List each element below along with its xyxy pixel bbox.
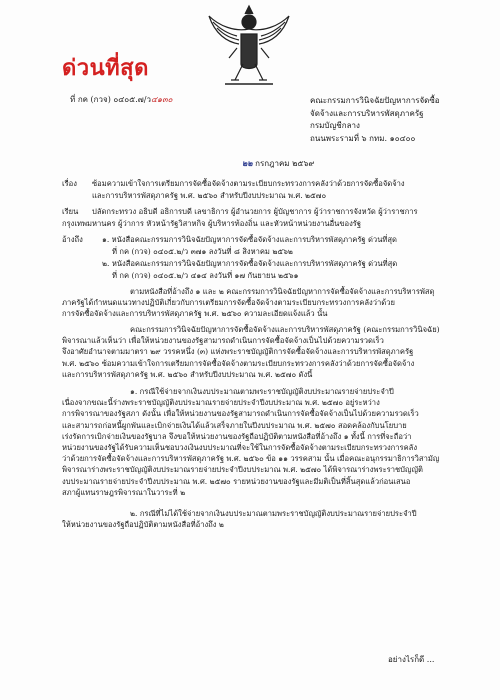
urgency-stamp: ด่วนที่สุด — [62, 56, 149, 81]
paragraph-line: และสามารถก่อหนี้ผูกพันและเบิกจ่ายเงินได้แล้วเสร็จภายในปีงบประมาณ พ.ศ. ๒๕๗๐ สอดคล้องกับนโยบาย — [62, 420, 407, 430]
recipients-text: ปลัดกระทรวง อธิบดี อธิการบดี เลขาธิการ ผู้อำนวยการ ผู้บัญชาการ ผู้ว่าราชการจังหวัด ผู้ว่าราชการ — [92, 207, 418, 216]
paragraph-item-2 — [62, 508, 450, 530]
paragraph-line: พิจารณาแล้วเห็นว่า เพื่อให้หน่วยงานของรัฐสามารถดำเนินการจัดซื้อจัดจ้างเป็นไปด้วยความรวดเร็ว — [62, 336, 384, 346]
paragraph-line: ตามหนังสือที่อ้างถึง ๑ และ ๒ คณะกรรมการวินิจฉัยปัญหาการจัดซื้อจัดจ้างและการบริหารพัสดุ — [130, 287, 435, 296]
paragraph-line: การพิจารณาของรัฐสภา ดังนั้น เพื่อให้หน่วยงานของรัฐสามารถดำเนินการจัดซื้อจัดจ้างเป็นไปด้วยความรวดเร็ว — [62, 409, 419, 419]
paragraph-line: จึงอาศัยอำนาจตามมาตรา ๒๙ วรรคหนึ่ง (๓) แห่งพระราชบัญญัติการจัดซื้อจัดจ้างและการบริหารพัสดุภาครัฐ — [62, 347, 414, 357]
garuda-emblem-icon — [205, 4, 293, 90]
paragraph-committee — [62, 324, 450, 380]
recipients-line-2: กรุงเทพมหานคร ผู้ว่าการ หัวหน้ารัฐวิสาหกิจ ผู้บริหารท้องถิ่น และหัวหน้าหน่วยงานอื่นของรัฐ — [62, 219, 362, 228]
subject-line-2: และการบริหารพัสดุภาครัฐ พ.ศ. ๒๕๖๐ สำหรับปีงบประมาณ พ.ศ. ๒๕๗๐ — [92, 191, 327, 200]
paragraph-line: การจัดซื้อจัดจ้างและการบริหารพัสดุภาครัฐ พ.ศ. ๒๕๖๐ ความละเอียดแจ้งแล้ว นั้น — [62, 309, 328, 319]
reference-1-text: ๑. หนังสือคณะกรรมการวินิจฉัยปัญหาการจัดซื้อจัดจ้างและการบริหารพัสดุภาครัฐ ด่วนที่สุด — [102, 235, 397, 244]
paragraph-item-1 — [62, 386, 450, 498]
sender-line: กรมบัญชีกลาง — [310, 121, 360, 130]
paragraph-line: ภาครัฐได้กำหนดแนวทางปฏิบัติเกี่ยวกับการเตรียมการจัดซื้อจัดจ้างตามระเบียบกระทรวงการคลังว่าด้วย — [62, 298, 395, 308]
document-number — [70, 94, 172, 105]
paragraph-line: เนื่องจากขณะนี้ร่างพระราชบัญญัติงบประมาณรายจ่ายประจำปีงบประมาณ พ.ศ. ๒๕๗๐ อยู่ระหว่าง — [62, 398, 380, 408]
paragraph-line: และการบริหารพัสดุภาครัฐ พ.ศ. ๒๕๖๐ สำหรับปีงบประมาณ พ.ศ. ๒๕๗๐ ดังนี้ — [62, 369, 313, 379]
reference-2-line-2: ที่ กค (กวจ) ๐๔๐๕.๒/ว ๔๑๔ ลงวันที่ ๑๗ กันยายน ๒๕๖๑ — [112, 271, 299, 280]
sender-address — [310, 95, 440, 145]
paragraph-line: สภาผู้แทนราษฎรพิจารณาในวาระที่ ๒ — [62, 487, 186, 497]
sender-line: คณะกรรมการวินิจฉัยปัญหาการจัดซื้อ — [310, 96, 440, 105]
letter-date — [242, 158, 314, 169]
paragraph-line: พิจารณาร่างพระราชบัญญัติงบประมาณรายจ่ายประจำปีงบประมาณ พ.ศ. ๒๕๗๐ ได้พิจารณาร่างพระราชบัญญัติ — [62, 465, 423, 475]
date-day-handwritten: ๒๒ — [242, 158, 253, 168]
paragraph-intro — [62, 286, 450, 320]
document-number-prefix: ที่ กค (กวจ) ๐๔๐๕.๗/ว — [70, 95, 151, 104]
subject-label: เรื่อง — [62, 179, 77, 188]
sender-line: ถนนพระรามที่ ๖ กทม. ๑๐๔๐๐ — [310, 133, 416, 143]
reference-1-line-2: ที่ กค (กวจ) ๐๔๐๕.๒/ว ๓๗๑ ลงวันที่ ๘ สิงหาคม ๒๕๖๒ — [112, 247, 293, 256]
reference-2-line-1: ๒. หนังสือคณะกรรมการวินิจฉัยปัญหาการจัดซื้อจัดจ้างและการบริหารพัสดุภาครัฐ ด่วนที่สุด — [102, 259, 398, 268]
paragraph-line: ๒. กรณีที่ไม่ได้ใช้จ่ายจากเงินงบประมาณตามพระราชบัญญัติงบประมาณรายจ่ายประจำปี — [130, 509, 417, 518]
paragraph-line: ให้หน่วยงานของรัฐถือปฏิบัติตามหนังสือที่อ้างถึง ๒ — [62, 520, 224, 530]
recipients-line-1 — [62, 206, 418, 217]
paragraph-line: พ.ศ. ๒๕๖๐ ซ้อมความเข้าใจการเตรียมการจัดซื้อจัดจ้างตามระเบียบกระทรวงการคลังว่าด้วยการจัดซื้อจัดจ้าง — [62, 358, 415, 368]
paragraph-line: เร่งรัดการเบิกจ่ายเงินของรัฐบาล จึงขอให้หน่วยงานของรัฐถือปฏิบัติตามหนังสือที่อ้างถึง ๑ ทั้งนี้ การที่จะถือว่า — [62, 431, 412, 441]
date-month-year: กรกฎาคม ๒๕๖๙ — [255, 159, 315, 168]
reference-1-line-1 — [62, 234, 397, 245]
recipients-label: เรียน — [62, 207, 79, 216]
paragraph-line: คณะกรรมการวินิจฉัยปัญหาการจัดซื้อจัดจ้างและการบริหารพัสดุภาครัฐ (คณะกรรมการวินิจฉัย) — [130, 325, 440, 334]
sender-line: จัดจ้างและการบริหารพัสดุภาครัฐ — [310, 108, 424, 118]
references-label: อ้างถึง — [62, 235, 83, 244]
paragraph-line: งบประมาณรายจ่ายประจำปีงบประมาณ พ.ศ. ๒๕๗๐ รายหน่วยงานของรัฐและมีมติเป็นที่สิ้นสุดแล้วก่อนเสนอ — [62, 476, 411, 486]
continuation-marker: อย่างไรก็ดี ... — [388, 655, 435, 664]
paragraph-line: ว่าด้วยการจัดซื้อจัดจ้างและการบริหารพัสดุภาครัฐ พ.ศ. ๒๕๖๐ ข้อ ๑๑ วรรคสาม นั้น เมื่อคณะอนุกรรมาธิการวิสามัญ — [62, 454, 440, 464]
document-number-handwritten: ๔๑๓๐ — [150, 95, 173, 104]
subject-line-1 — [62, 178, 405, 189]
subject-text: ซ้อมความเข้าใจการเตรียมการจัดซื้อจัดจ้างตามระเบียบกระทรวงการคลังว่าด้วยการจัดซื้อจัดจ้าง — [92, 179, 405, 188]
paragraph-line: หน่วยงานของรัฐได้รับความเห็นชอบวงเงินงบประมาณที่จะใช้ในการจัดซื้อจัดจ้างตามระเบียบกระทรวงการคลัง — [62, 443, 418, 453]
paragraph-line: ๑. กรณีใช้จ่ายจากเงินงบประมาณตามพระราชบัญญัติงบประมาณรายจ่ายประจำปี — [130, 387, 394, 396]
